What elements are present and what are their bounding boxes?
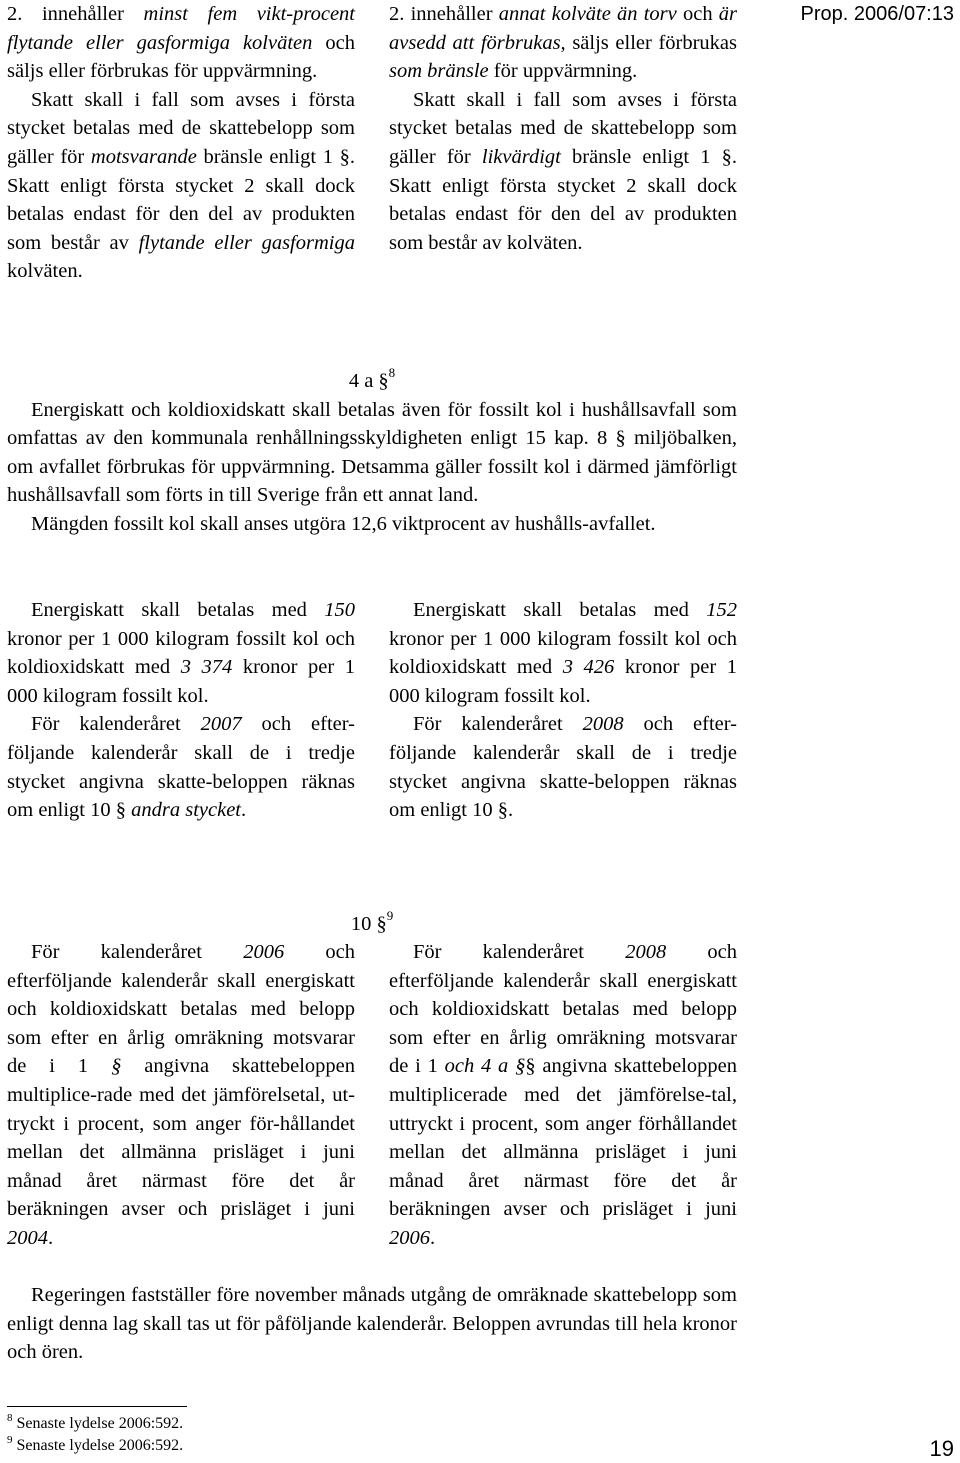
footnote-ref: 9 xyxy=(386,908,394,923)
section-heading: 10 §$^9$ xyxy=(350,908,394,935)
paragraph: För kalenderåret 2008 och efterföljande kalenderår skall energiskatt och koldioxidskatt betalas med belopp som efter en årlig omräkning motsvarar de i 1 och 4 a §§ angivna skattebeloppen multiplicerade med det jämförelse-tal, uttryckt i procent, som anger förhållandet mellan det allmänna prisläget i juni månad året närmast före det år beräkningen avser och prisläget i juni 2006. xyxy=(389,941,737,1249)
top-left-column xyxy=(7,0,355,286)
paragraph: 2. innehåller annat kolväte än torv och är avsedd att förbrukas, säljs eller förbrukas som bränsle för uppvärmning. xyxy=(389,3,738,83)
top-right-column xyxy=(389,0,737,257)
paragraph: Skatt skall i fall som avses i första stycket betalas med de skattebelopp som gäller för likvärdigt bränsle enligt 1 §. Skatt enligt första stycket 2 skall dock betalas endast för den del av produkten som består av kolväten. xyxy=(389,88,737,254)
section-4a xyxy=(7,367,737,539)
paragraph: Energiskatt och koldioxidskatt skall betalas även för fossilt kol i hushållsavfall som omfattas av den kommunala renhållningsskyldigheten enligt 15 kap. 8 § miljöbalken, om avfallet förbrukas för uppvärmning. Detsamma gäller fossilt kol i därmed jämförligt hushållsavfall som förts in till Sverige från ett annat land. xyxy=(7,398,737,507)
section-10-final xyxy=(7,1281,737,1367)
section-4a-right-column xyxy=(389,596,737,825)
section-4a-left-column xyxy=(7,596,355,825)
paragraph: För kalenderåret 2007 och efter-följande kalenderår skall de i tredje stycket angivna skatte-beloppen räknas om enligt 10 § andra stycket. xyxy=(7,713,355,822)
section-10-right-column xyxy=(389,938,737,1253)
paragraph: Skatt skall i fall som avses i första stycket betalas med de skattebelopp som gäller för motsvarande bränsle enligt 1 §. Skatt enligt första stycket 2 skall dock betalas endast för den del av produkten som består av flytande eller gasformiga kolväten. xyxy=(7,88,355,283)
paragraph: Regeringen fastställer före november månads utgång de omräknade skattebelopp som enligt denna lag skall tas ut för påföljande kalenderår. Beloppen avrundas till hela kronor och ören. xyxy=(7,1284,737,1364)
section-10-heading-wrap xyxy=(7,910,737,939)
proposition-reference: Prop. 2006/07:13 xyxy=(800,3,954,25)
paragraph: För kalenderåret 2008 och efter-följande kalenderår skall de i tredje stycket angivna skatte-beloppen räknas om enligt 10 §. xyxy=(389,713,737,822)
section-10-left-column xyxy=(7,938,355,1253)
page-number: 19 xyxy=(929,1436,954,1461)
footnote: $^8$ Senaste lydelse 2006:592. xyxy=(7,1412,184,1432)
paragraph: Energiskatt skall betalas med 150 kronor per 1 000 kilogram fossilt kol och koldioxidskatt med 3 374 kronor per 1 000 kilogram fossilt kol. xyxy=(7,599,355,707)
footnote-ref: 8 xyxy=(388,365,396,380)
paragraph: Mängden fossilt kol skall anses utgöra 12,6 viktprocent av hushålls-avfallet. xyxy=(31,512,656,535)
footnote: $^9$ Senaste lydelse 2006:592. xyxy=(7,1434,184,1454)
paragraph: Energiskatt skall betalas med 152 kronor per 1 000 kilogram fossilt kol och koldioxidskatt med 3 426 kronor per 1 000 kilogram fossilt kol. xyxy=(389,599,737,707)
section-heading: 4 a §$^8$ xyxy=(348,365,396,392)
paragraph: 2. innehåller minst fem vikt-procent flytande eller gasformiga kolväten och säljs eller förbrukas för uppvärmning. xyxy=(7,3,355,83)
paragraph: För kalenderåret 2006 och efterföljande kalenderår skall energiskatt och koldioxidskatt betalas med belopp som efter en årlig omräkning motsvarar de i 1 § angivna skattebeloppen multiplice-rade med det jämförelsetal, ut-tryckt i procent, som anger för-hållandet mellan det allmänna prisläget i juni månad året närmast före det år beräkningen avser och prisläget i juni 2004. xyxy=(7,941,356,1249)
footnote-separator xyxy=(7,1406,187,1407)
